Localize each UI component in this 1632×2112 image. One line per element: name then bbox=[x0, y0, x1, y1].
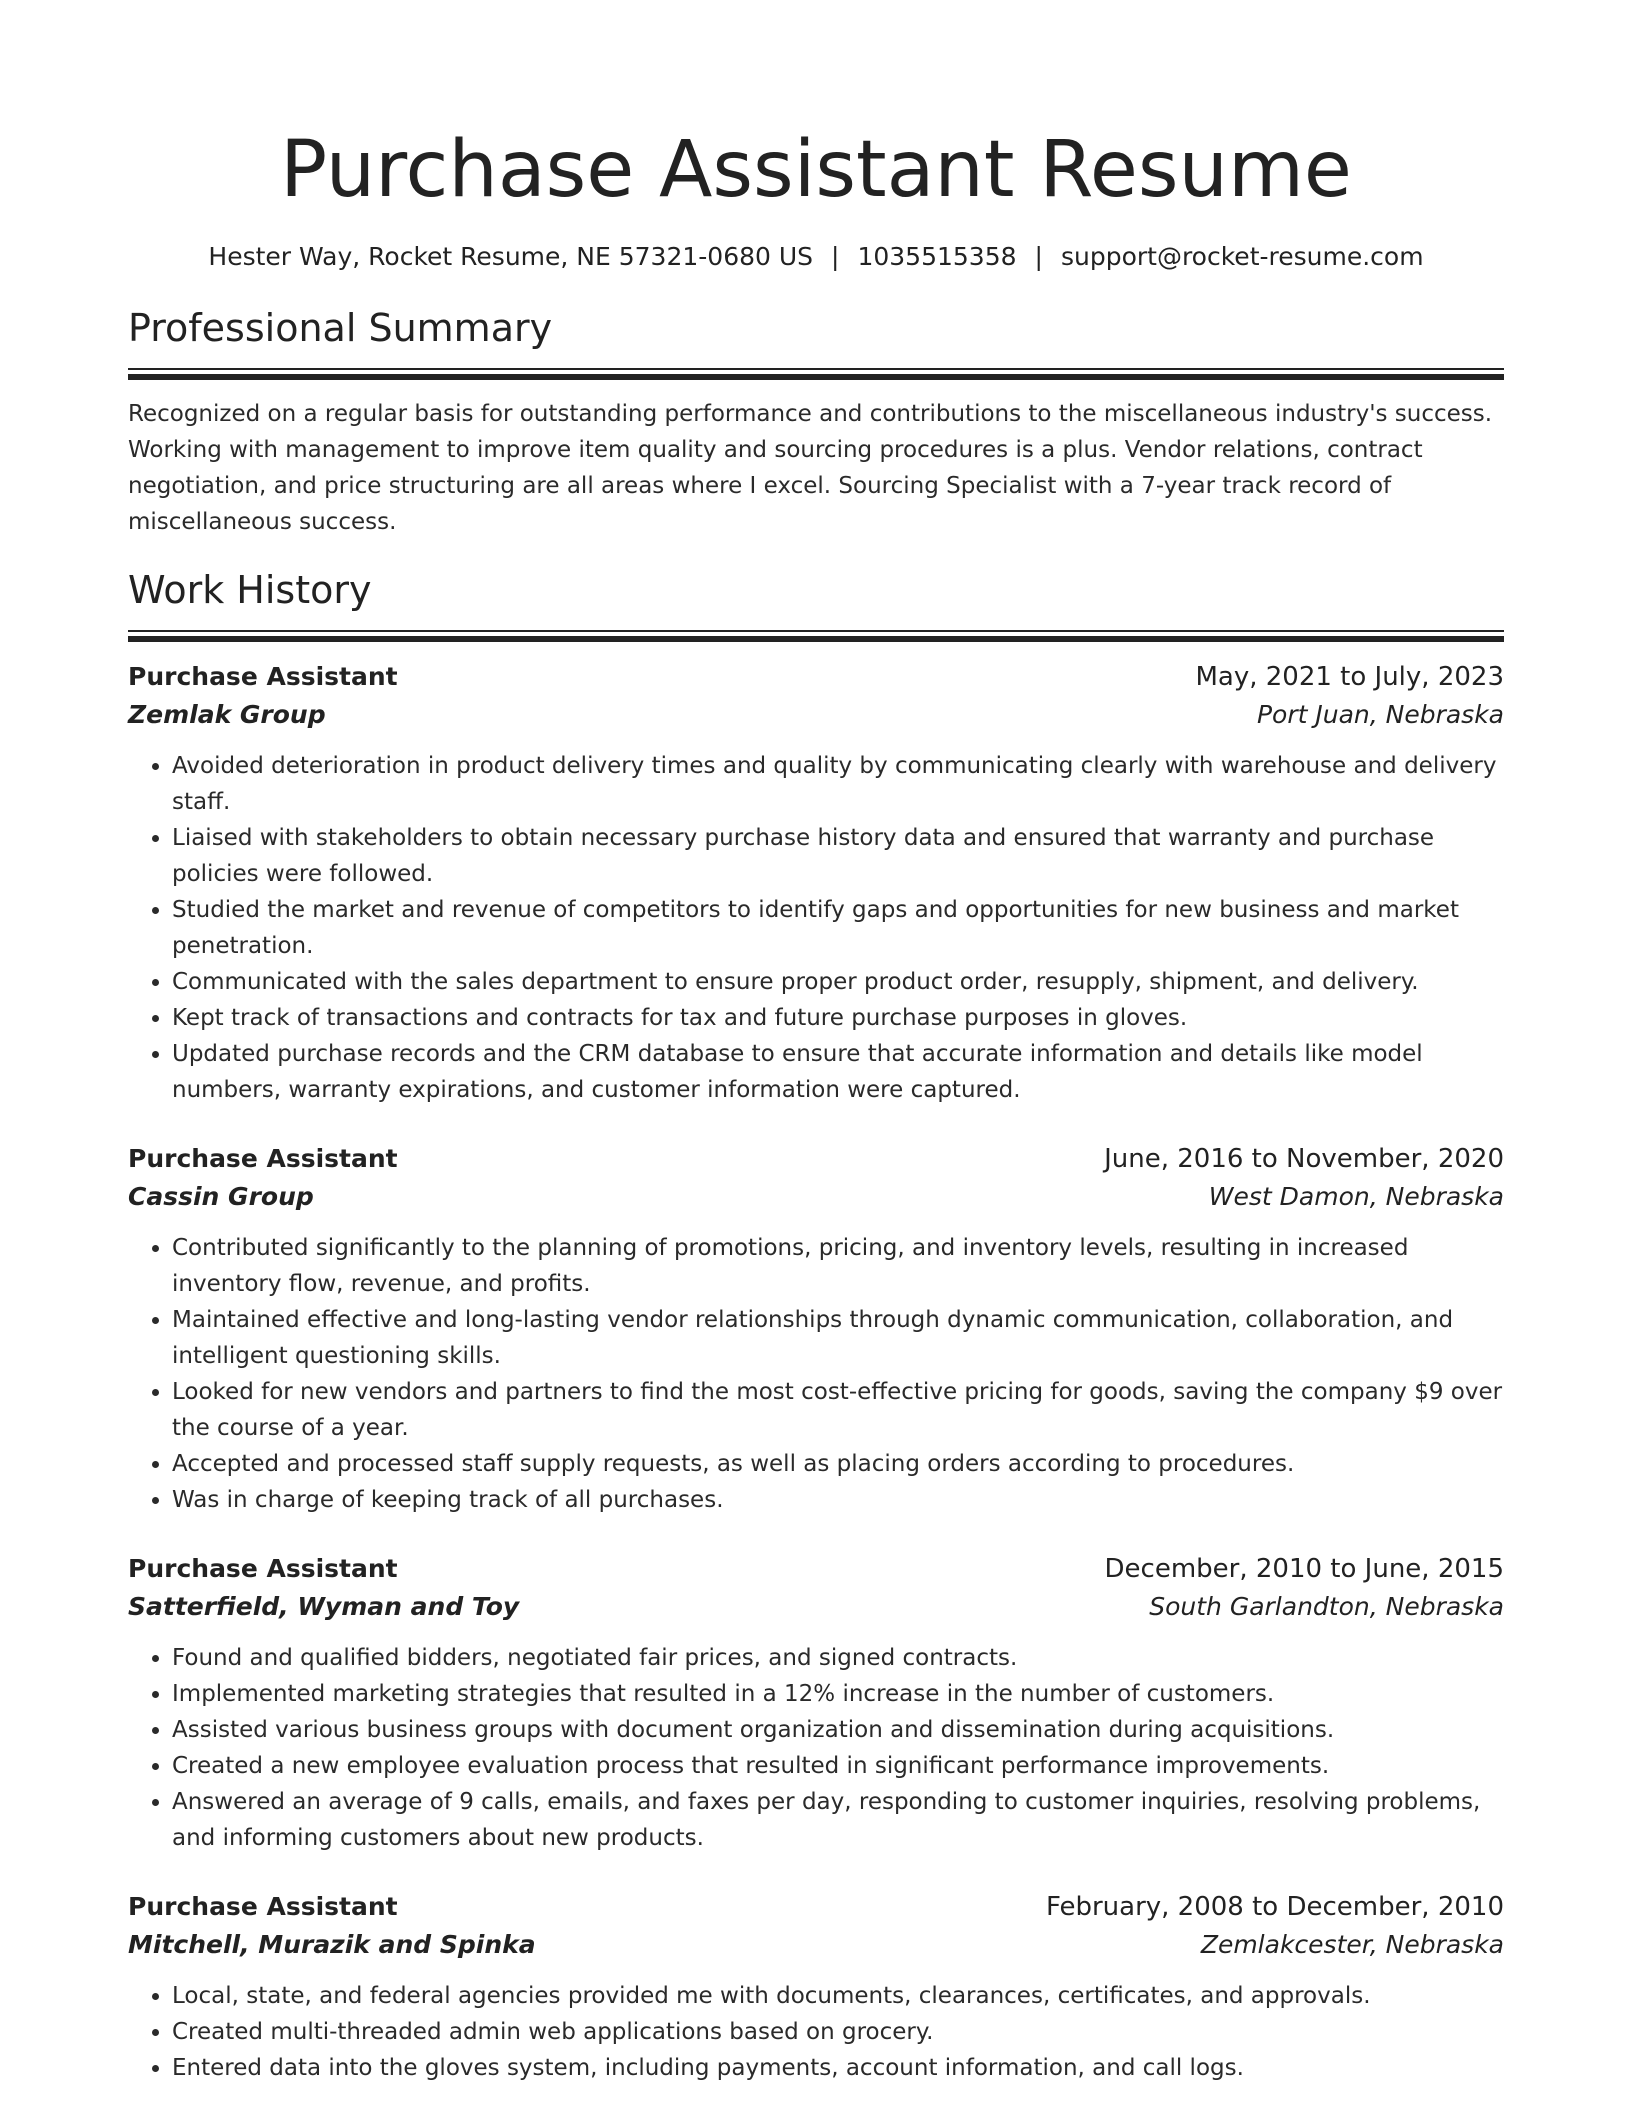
job-bullet: • Looked for new vendors and partners to find the most cost-effective pricing for goods, saving the company $9 over the course of a year. bbox=[172, 1374, 1504, 1446]
job-bullet: • Liaised with stakeholders to obtain necessary purchase history data and ensured that warranty and purchase policies were followed. bbox=[172, 820, 1504, 892]
job-entry bbox=[128, 1140, 1504, 1518]
job-dates: February, 2008 to December, 2010 bbox=[1045, 1892, 1504, 1922]
section-divider bbox=[128, 368, 1504, 370]
job-bullet: • Updated purchase records and the CRM database to ensure that accurate information and details like model numbers, warranty expirations, and customer information were captured. bbox=[172, 1036, 1504, 1108]
work-history-heading: Work History bbox=[128, 568, 372, 612]
contact-separator: | bbox=[831, 242, 840, 271]
summary-heading: Professional Summary bbox=[128, 306, 553, 350]
contact-address: Hester Way, Rocket Resume, NE 57321-0680 US bbox=[208, 242, 814, 271]
job-dates: June, 2016 to November, 2020 bbox=[1104, 1144, 1504, 1174]
job-bullet: • Answered an average of 9 calls, emails, and faxes per day, responding to customer inquiries, resolving problems, and informing customers about new products. bbox=[172, 1784, 1504, 1856]
resume-title: Purchase Assistant Resume bbox=[280, 125, 1352, 215]
job-bullet: • Contributed significantly to the planning of promotions, pricing, and inventory levels, resulting in increased inventory flow, revenue, and profits. bbox=[172, 1230, 1504, 1302]
job-company-row bbox=[128, 1588, 1504, 1626]
job-company: Satterfield, Wyman and Toy bbox=[128, 1592, 520, 1621]
section-divider-thick bbox=[128, 374, 1504, 380]
job-bullet: • Kept track of transactions and contracts for tax and future purchase purposes in gloves. bbox=[172, 1000, 1504, 1036]
section-divider-thick bbox=[128, 636, 1504, 642]
job-company: Cassin Group bbox=[128, 1182, 314, 1211]
job-bullet: • Found and qualified bidders, negotiated fair prices, and signed contracts. bbox=[172, 1640, 1504, 1676]
job-bullets bbox=[128, 748, 1504, 1108]
job-bullet: • Created a new employee evaluation process that resulted in significant performance improvements. bbox=[172, 1748, 1504, 1784]
job-company: Zemlak Group bbox=[128, 700, 326, 729]
job-dates: May, 2021 to July, 2023 bbox=[1195, 662, 1504, 692]
job-company-row bbox=[128, 696, 1504, 734]
job-bullets bbox=[128, 1978, 1504, 2086]
job-bullet: • Implemented marketing strategies that resulted in a 12% increase in the number of customers. bbox=[172, 1676, 1504, 1712]
summary-text: Recognized on a regular basis for outstanding performance and contributions to the miscellaneous industry's success. Working with management to improve item quality and sourcing procedures is a plus. Vendor relations, contract negotiation, and price structuring are all areas where I excel. Sourcing Specialist with a 7-year track record of miscellaneous success. bbox=[128, 401, 1493, 535]
job-title: Purchase Assistant bbox=[128, 662, 398, 691]
job-entry bbox=[128, 1550, 1504, 1856]
job-bullet: • Accepted and processed staff supply requests, as well as placing orders according to procedures. bbox=[172, 1446, 1504, 1482]
job-bullets bbox=[128, 1640, 1504, 1856]
job-location: Zemlakcester, Nebraska bbox=[1200, 1930, 1504, 1959]
contact-line bbox=[128, 240, 1504, 274]
summary-section bbox=[128, 304, 1504, 540]
job-company-row bbox=[128, 1926, 1504, 1964]
job-location: Port Juan, Nebraska bbox=[1256, 700, 1504, 729]
job-company: Mitchell, Murazik and Spinka bbox=[128, 1930, 536, 1959]
job-location: West Damon, Nebraska bbox=[1208, 1182, 1504, 1211]
contact-email: support@rocket-resume.com bbox=[1060, 242, 1424, 271]
job-entry bbox=[128, 658, 1504, 1108]
job-bullet: • Was in charge of keeping track of all purchases. bbox=[172, 1482, 1504, 1518]
job-company-row bbox=[128, 1178, 1504, 1216]
work-history-section bbox=[128, 566, 1504, 2086]
job-bullet: • Created multi-threaded admin web applications based on grocery. bbox=[172, 2014, 1504, 2050]
job-header-row bbox=[128, 1888, 1504, 1926]
job-dates: December, 2010 to June, 2015 bbox=[1104, 1554, 1504, 1584]
contact-separator: | bbox=[1034, 242, 1043, 271]
job-bullet: • Maintained effective and long-lasting vendor relationships through dynamic communication, collaboration, and intelligent questioning skills. bbox=[172, 1302, 1504, 1374]
section-divider bbox=[128, 630, 1504, 632]
job-title: Purchase Assistant bbox=[128, 1144, 398, 1173]
contact-phone: 1035515358 bbox=[857, 242, 1017, 271]
job-bullet: • Avoided deterioration in product delivery times and quality by communicating clearly with warehouse and delivery staff. bbox=[172, 748, 1504, 820]
job-bullet: • Local, state, and federal agencies provided me with documents, clearances, certificates, and approvals. bbox=[172, 1978, 1504, 2014]
job-bullet: • Communicated with the sales department to ensure proper product order, resupply, shipment, and delivery. bbox=[172, 964, 1504, 1000]
job-header-row bbox=[128, 1140, 1504, 1178]
job-entry bbox=[128, 1888, 1504, 2086]
job-bullets bbox=[128, 1230, 1504, 1518]
job-header-row bbox=[128, 658, 1504, 696]
job-bullet: • Entered data into the gloves system, including payments, account information, and call logs. bbox=[172, 2050, 1504, 2086]
job-title: Purchase Assistant bbox=[128, 1892, 398, 1921]
job-location: South Garlandton, Nebraska bbox=[1149, 1592, 1504, 1621]
resume-page bbox=[128, 0, 1504, 2086]
job-bullet: • Assisted various business groups with document organization and dissemination during acquisitions. bbox=[172, 1712, 1504, 1748]
job-header-row bbox=[128, 1550, 1504, 1588]
job-bullet: • Studied the market and revenue of competitors to identify gaps and opportunities for new business and market penetration. bbox=[172, 892, 1504, 964]
job-title: Purchase Assistant bbox=[128, 1554, 398, 1583]
